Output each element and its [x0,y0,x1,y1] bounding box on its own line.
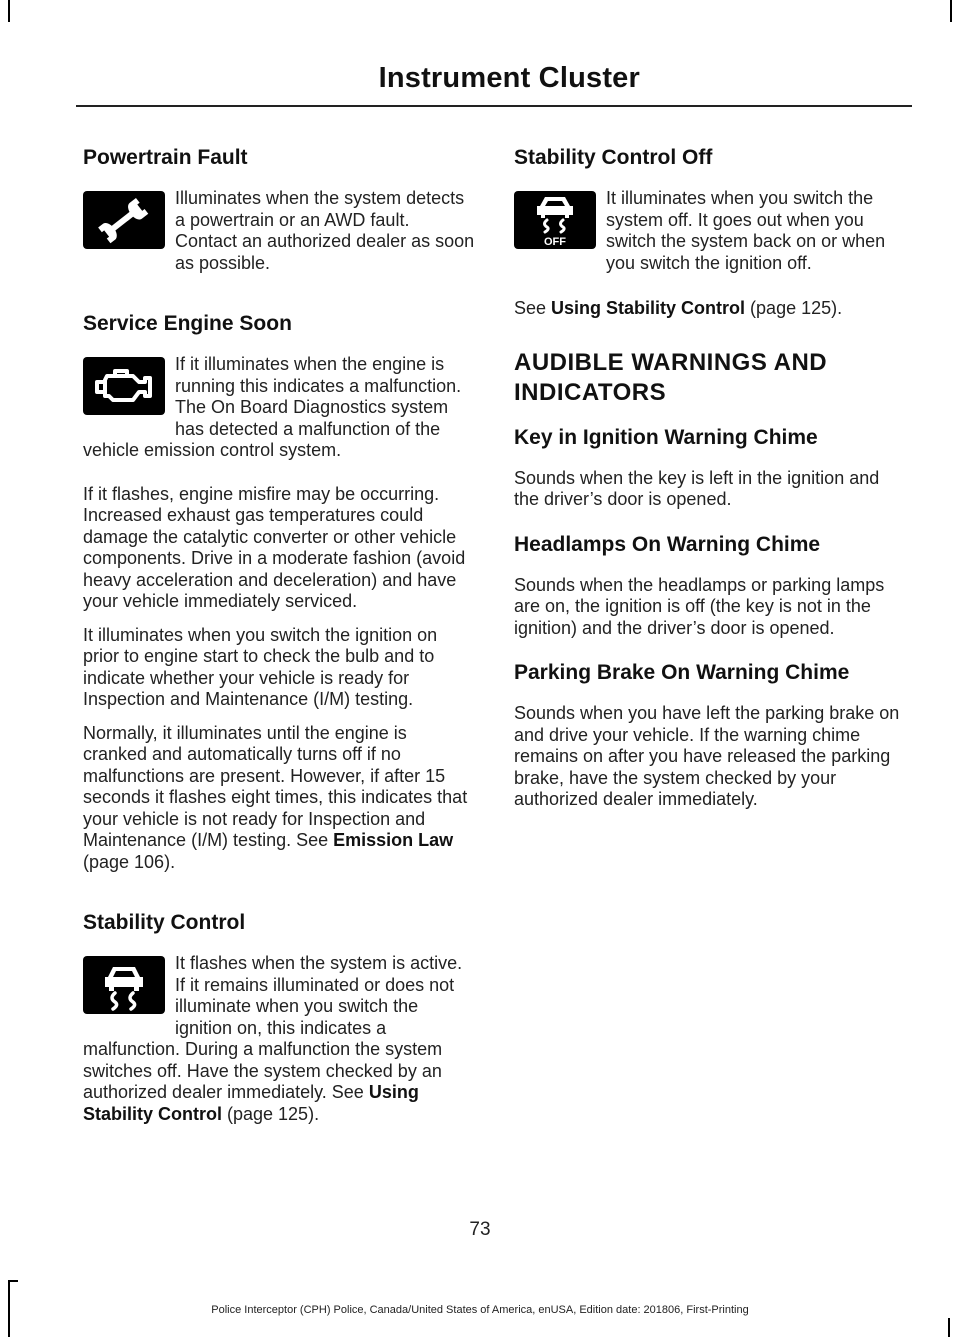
wrench-icon [83,191,165,249]
key-in-ignition-chime-heading: Key in Ignition Warning Chime [514,425,818,449]
page-header-title: Instrument Cluster [378,62,640,94]
service-engine-flash-text: If it flashes, engine misfire may be occurring. Increased exhaust gas temperatures could damage the catalytic converter or other vehicle components. Drive in a moderate fashion (avoid heavy acceleration and deceleration) and have your vehicle immediately serviced. [83,483,466,611]
powertrain-fault-block [83,188,475,286]
stability-control-off-icon [514,191,596,249]
header-divider [76,105,912,107]
crop-mark [950,0,952,22]
using-stability-control-link[interactable]: Using Stability Control [551,298,746,318]
stability-control-text: It flashes when the system is active. If it remains illuminated or does not illuminate when you switch the ignition on, this indicates a malfunction. During a malfunction the system switches off. Have the system checked by an authorized dealer immediately. See Using Stability Control (page 125). [83,953,463,1124]
using-stability-control-link[interactable]: Using Stability Control [83,1082,419,1124]
right-column [514,144,906,823]
parking-brake-chime-text: Sounds when you have left the parking brake on and drive your vehicle. If the warning chime remains on after you have released the parking brake, have the system checked by your authorized dealer immediately. [514,703,900,809]
crop-mark [8,1280,18,1282]
service-engine-bulb-check-text: It illuminates when you switch the ignition on prior to engine start to check the bulb and to indicate whether your vehicle is ready for Inspection and Maintenance (I/M) testing. [83,624,438,709]
stability-control-block [83,953,475,1137]
service-engine-soon-heading: Service Engine Soon [83,312,292,335]
page-number: 73 [469,1219,491,1240]
stability-control-heading: Stability Control [83,911,246,934]
powertrain-fault-text: Illuminates when the system detects a powertrain or an AWD fault. Contact an authorized dealer as soon as possible. [175,188,475,273]
stability-control-icon [83,956,165,1014]
crop-mark [8,0,10,22]
left-column [83,144,475,1161]
off-icon-label: OFF [544,236,566,248]
stability-control-off-heading: Stability Control Off [514,146,713,169]
edition-footer: Police Interceptor (CPH) Police, Canada/United States of America, enUSA, Edition date: 201806, First-Printing [211,1304,749,1316]
emission-law-link[interactable]: Emission Law [333,830,454,850]
parking-brake-chime-heading: Parking Brake On Warning Chime [514,661,850,684]
service-engine-text: If it illuminates when the engine is running this indicates a malfunction. The On Board Diagnostics system has detected a malfunction of the vehicle emission control system. [83,354,462,460]
powertrain-fault-heading: Powertrain Fault [83,146,248,169]
audible-warnings-heading: AUDIBLE WARNINGS AND INDICATORS [514,348,828,406]
key-in-ignition-chime-text: Sounds when the key is left in the ignition and the driver’s door is opened. [514,467,880,509]
stability-control-off-text: It illuminates when you switch the system off. It goes out when you switch the system back on or when you switch the ignition off. [606,188,886,273]
service-engine-block [83,354,475,474]
stability-control-off-see-text: See Using Stability Control (page 125). [514,298,843,318]
engine-icon [83,357,165,415]
crop-mark [948,1318,950,1337]
stability-control-off-block [514,188,906,286]
headlamps-on-chime-heading: Headlamps On Warning Chime [514,532,821,556]
service-engine-normal-text: Normally, it illuminates until the engine is cranked and automatically turns off if no malfunctions are present. However, if after 15 seconds it flashes eight times, this indicates that your vehicle is not ready for Inspection and Maintenance (I/M) testing. See Emission Law (page 106). [83,722,468,872]
headlamps-on-chime-text: Sounds when the headlamps or parking lamps are on, the ignition is off (the key is not in the ignition) and the driver’s door is opened. [514,574,885,638]
